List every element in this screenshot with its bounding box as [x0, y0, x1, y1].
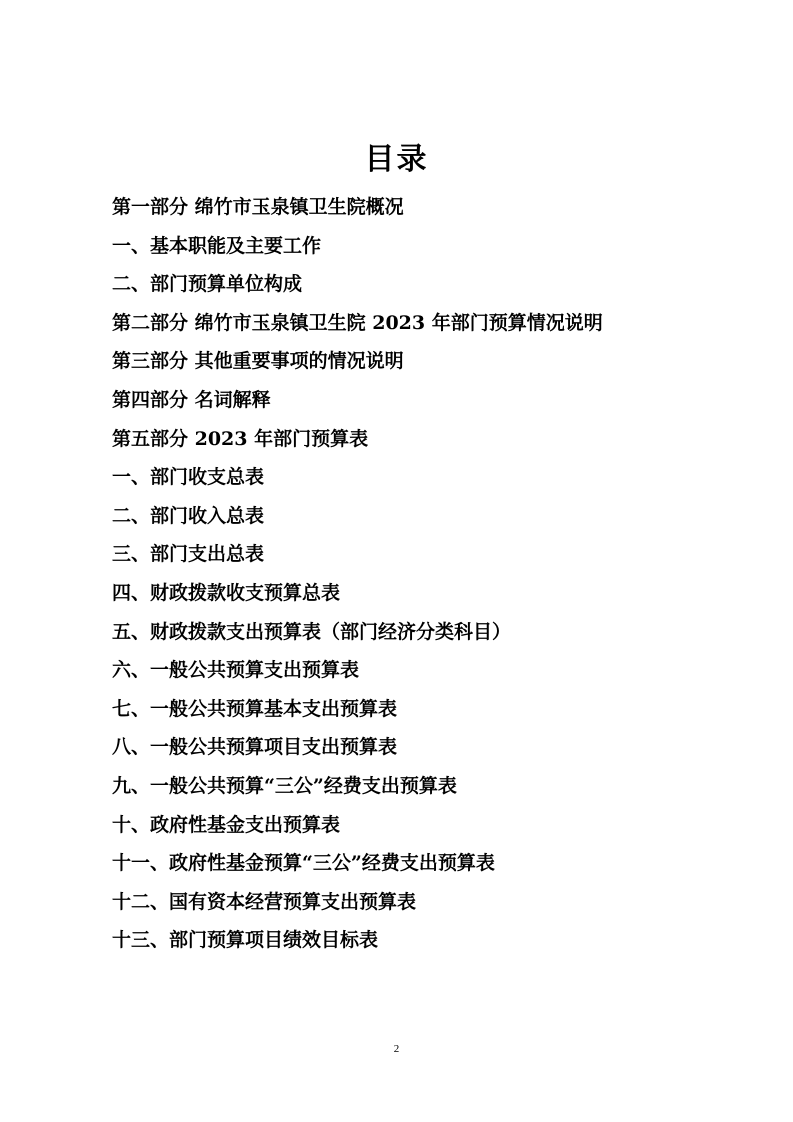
page-title: 目录: [364, 142, 429, 177]
toc-item: 十三、部门预算项目绩效目标表: [112, 929, 379, 952]
toc-item: 七、一般公共预算基本支出预算表: [112, 697, 398, 720]
toc-item: 第一部分 绵竹市玉泉镇卫生院概况: [112, 196, 404, 218]
toc-item: 八、一般公共预算项目支出预算表: [112, 736, 398, 759]
toc-item: 一、基本职能及主要工作: [112, 234, 322, 257]
page-number: 2: [393, 1043, 400, 1055]
toc-item: 四、财政拨款收支预算总表: [112, 581, 341, 604]
toc-item: 三、部门支出总表: [112, 543, 265, 566]
toc-item: 一、部门收支总表: [112, 466, 265, 489]
table-of-contents: [112, 188, 752, 960]
toc-item: 九、一般公共预算“三公”经费支出预算表: [112, 774, 457, 797]
toc-item: 二、部门预算单位构成: [112, 273, 303, 296]
toc-item: 十二、国有资本经营预算支出预算表: [112, 890, 417, 913]
toc-item: 第四部分 名词解释: [112, 388, 271, 411]
toc-item: 十一、政府性基金预算“三公”经费支出预算表: [112, 852, 495, 875]
toc-item: 十、政府性基金支出预算表: [112, 813, 341, 836]
toc-item: 二、部门收入总表: [112, 504, 265, 527]
toc-item: 第三部分 其他重要事项的情况说明: [112, 350, 404, 373]
toc-item: 六、一般公共预算支出预算表: [112, 659, 360, 682]
toc-item: 第五部分 2023 年部门预算表: [112, 427, 369, 450]
toc-item: 第二部分 绵竹市玉泉镇卫生院 2023 年部门预算情况说明: [112, 311, 603, 334]
toc-item: 五、财政拨款支出预算表（部门经济分类科目）: [112, 620, 512, 643]
